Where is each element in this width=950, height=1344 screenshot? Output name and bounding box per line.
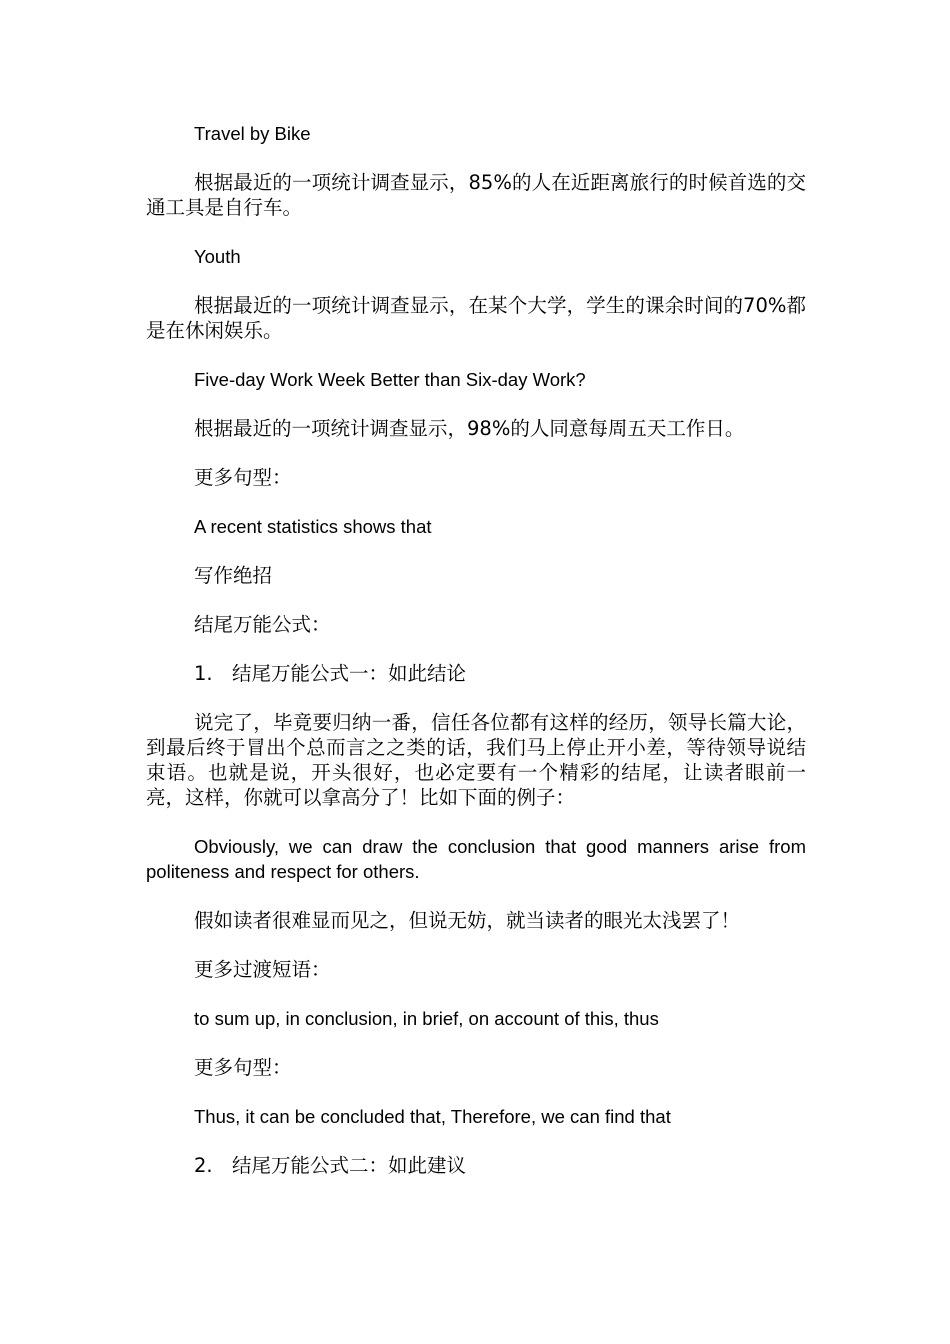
- section-heading-writing-tips: 写作绝招: [194, 564, 273, 587]
- list-item-text: 结尾万能公式二：如此建议: [232, 1154, 467, 1177]
- topic-heading-travel-by-bike: Travel by Bike: [194, 123, 311, 144]
- paragraph-reader-note: 假如读者很难显而见之，但说无妨，就当读者的眼光太浅罢了！: [194, 909, 741, 932]
- topic-heading-five-day-work-week: Five-day Work Week Better than Six-day Work?: [194, 369, 586, 390]
- list-item-formula-two: [194, 1153, 806, 1178]
- list-item-text: 结尾万能公式一：如此结论: [232, 662, 467, 685]
- paragraph-work-week-statistic: 根据最近的一项统计调查显示，98%的人同意每周五天工作日。: [194, 417, 745, 440]
- list-number: 1.: [194, 662, 213, 685]
- paragraph-bike-statistic: 根据最近的一项统计调查显示，85%的人在近距离旅行的时候首选的交通工具是自行车。: [146, 171, 806, 219]
- transition-phrases-list: to sum up, in conclusion, in brief, on account of this, thus: [194, 1008, 659, 1029]
- paragraph-example-sentence: Obviously, we can draw the conclusion that good manners arise from politeness and respect for others.: [146, 836, 806, 882]
- paragraph-conclusion-explanation: 说完了，毕竟要归纳一番，信任各位都有这样的经历，领导长篇大论，到最后终于冒出个总而言之之类的话，我们马上停止开小差，等待领导说结束语。也就是说，开头很好，也必定要有一个精彩的结尾，让读者眼前一亮，这样，你就可以拿高分了！比如下面的例子：: [146, 711, 806, 809]
- section-heading-ending-formula: 结尾万能公式：: [194, 613, 331, 636]
- document-page: [146, 121, 806, 1202]
- label-more-sentence-patterns: 更多句型：: [194, 466, 292, 489]
- label-more-transition-phrases: 更多过渡短语：: [194, 958, 331, 981]
- label-more-sentence-patterns-2: 更多句型：: [194, 1056, 292, 1079]
- list-item-formula-one: [194, 661, 806, 686]
- sentence-pattern-statistics: A recent statistics shows that: [194, 516, 432, 537]
- topic-heading-youth: Youth: [194, 246, 241, 267]
- paragraph-youth-statistic: 根据最近的一项统计调查显示，在某个大学，学生的课余时间的70%都是在休闲娱乐。: [146, 294, 806, 342]
- sentence-patterns-conclusion: Thus, it can be concluded that, Therefore, we can find that: [194, 1106, 671, 1127]
- list-number: 2.: [194, 1154, 213, 1177]
